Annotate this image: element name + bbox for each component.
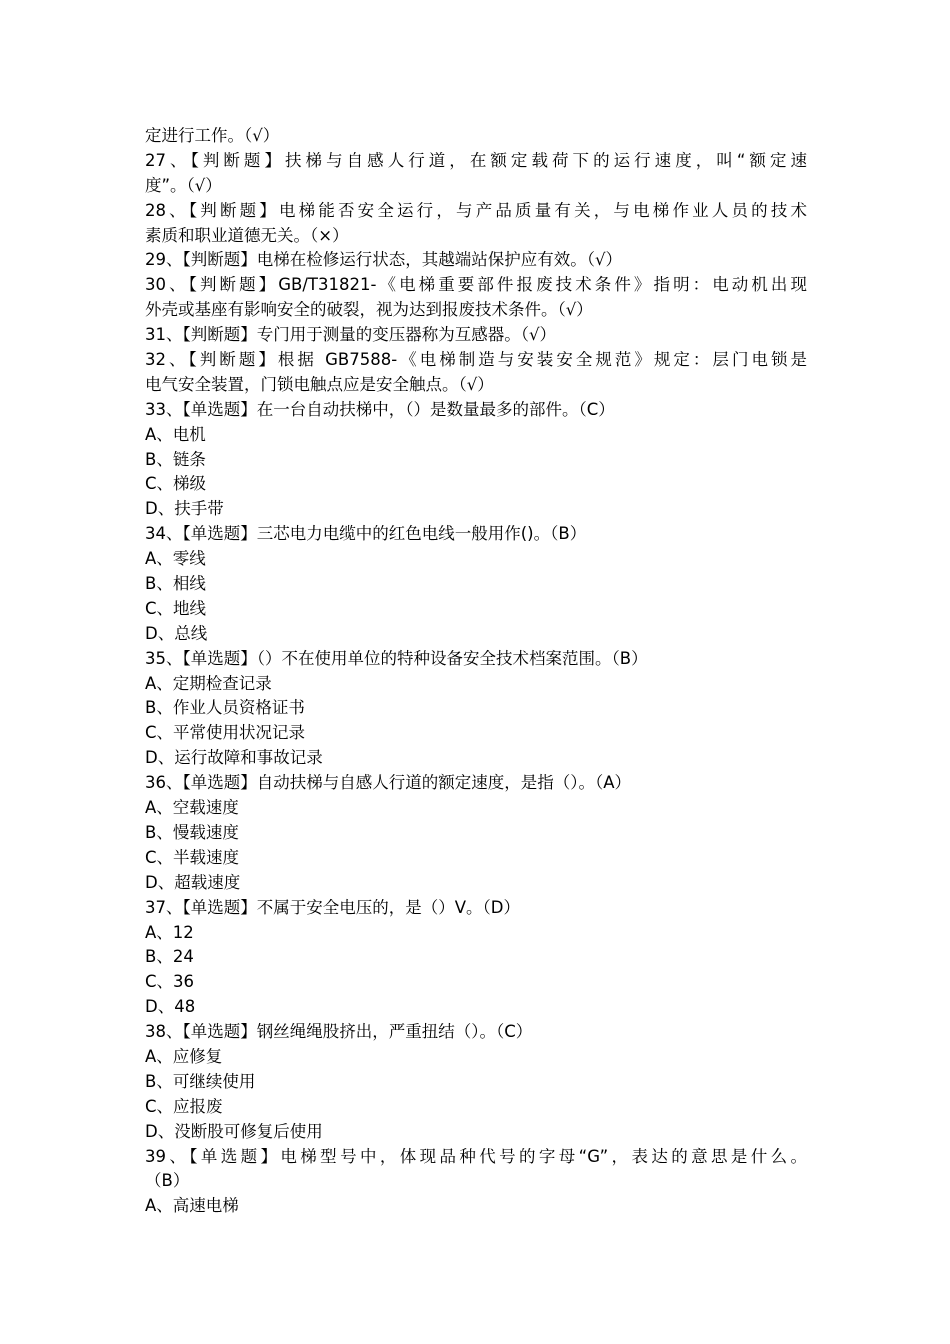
text-line: 28、【判断题】电梯能否安全运行，与产品质量有关，与电梯作业人员的技术: [145, 200, 807, 220]
text-line: A、12: [145, 922, 194, 942]
text-line: 39、【单选题】电梯型号中，体现品种代号的字母“G”，表达的意思是什么。: [145, 1146, 807, 1166]
text-line: B、24: [145, 947, 194, 967]
text-line: A、高速电梯: [145, 1196, 239, 1216]
text-line: D、总线: [145, 623, 208, 643]
text-line: C、地线: [145, 598, 207, 618]
text-line: 38、【单选题】钢丝绳绳股挤出，严重扭结（）。（C）: [145, 1022, 533, 1042]
text-line: B、链条: [145, 449, 206, 469]
text-line: C、半载速度: [145, 847, 240, 867]
text-line: A、空载速度: [145, 798, 239, 818]
document-page: [145, 124, 807, 1219]
text-line: B、可继续使用: [145, 1071, 256, 1091]
text-line: 27、【判断题】扶梯与自感人行道，在额定载荷下的运行速度，叫“额定速: [145, 150, 807, 170]
text-line: B、作业人员资格证书: [145, 698, 305, 718]
text-line: 37、【单选题】不属于安全电压的，是（）V。（D）: [145, 897, 520, 917]
text-line: 度”。（√）: [145, 175, 222, 195]
text-line: D、运行故障和事故记录: [145, 748, 323, 768]
text-line: D、超载速度: [145, 872, 241, 892]
text-line: D、没断股可修复后使用: [145, 1121, 323, 1141]
text-line: B、相线: [145, 574, 206, 594]
text-line: C、梯级: [145, 474, 207, 494]
text-line: D、扶手带: [145, 499, 224, 519]
text-line: 电气安全装置，门锁电触点应是安全触点。（√）: [145, 374, 494, 394]
text-line: A、电机: [145, 424, 206, 444]
text-line: A、应修复: [145, 1046, 223, 1066]
text-line: 定进行工作。（√）: [145, 126, 280, 145]
text-line: 31、【判断题】专门用于测量的变压器称为互感器。（√）: [145, 325, 557, 345]
text-line: 29、【判断题】电梯在检修运行状态，其越端站保护应有效。（√）: [145, 250, 623, 270]
text-line: 素质和职业道德无关。（×）: [145, 225, 349, 245]
text-line: 36、【单选题】自动扶梯与自感人行道的额定速度，是指（）。（A）: [145, 773, 632, 793]
text-line: 33、【单选题】在一台自动扶梯中，（）是数量最多的部件。（C）: [145, 399, 615, 419]
text-line: B、慢载速度: [145, 822, 239, 842]
text-line: C、应报废: [145, 1096, 223, 1116]
text-line: 30、【判断题】GB/T31821-《电梯重要部件报废技术条件》指明：电动机出现: [145, 275, 807, 295]
text-line: 32、【判断题】根据 GB7588-《电梯制造与安装安全规范》规定：层门电锁是: [145, 350, 807, 370]
text-line: 35、【单选题】（）不在使用单位的特种设备安全技术档案范围。（B）: [145, 648, 648, 668]
text-line: 外壳或基座有影响安全的破裂，视为达到报废技术条件。（√）: [145, 300, 593, 320]
text-line: D、48: [145, 997, 196, 1017]
text-line: C、36: [145, 972, 195, 992]
text-line: C、平常使用状况记录: [145, 723, 306, 743]
text-line: 34、【单选题】三芯电力电缆中的红色电线一般用作()。（B）: [145, 524, 587, 544]
text-line: （B）: [145, 1171, 190, 1191]
text-line: A、定期检查记录: [145, 673, 272, 693]
text-line: A、零线: [145, 549, 206, 569]
